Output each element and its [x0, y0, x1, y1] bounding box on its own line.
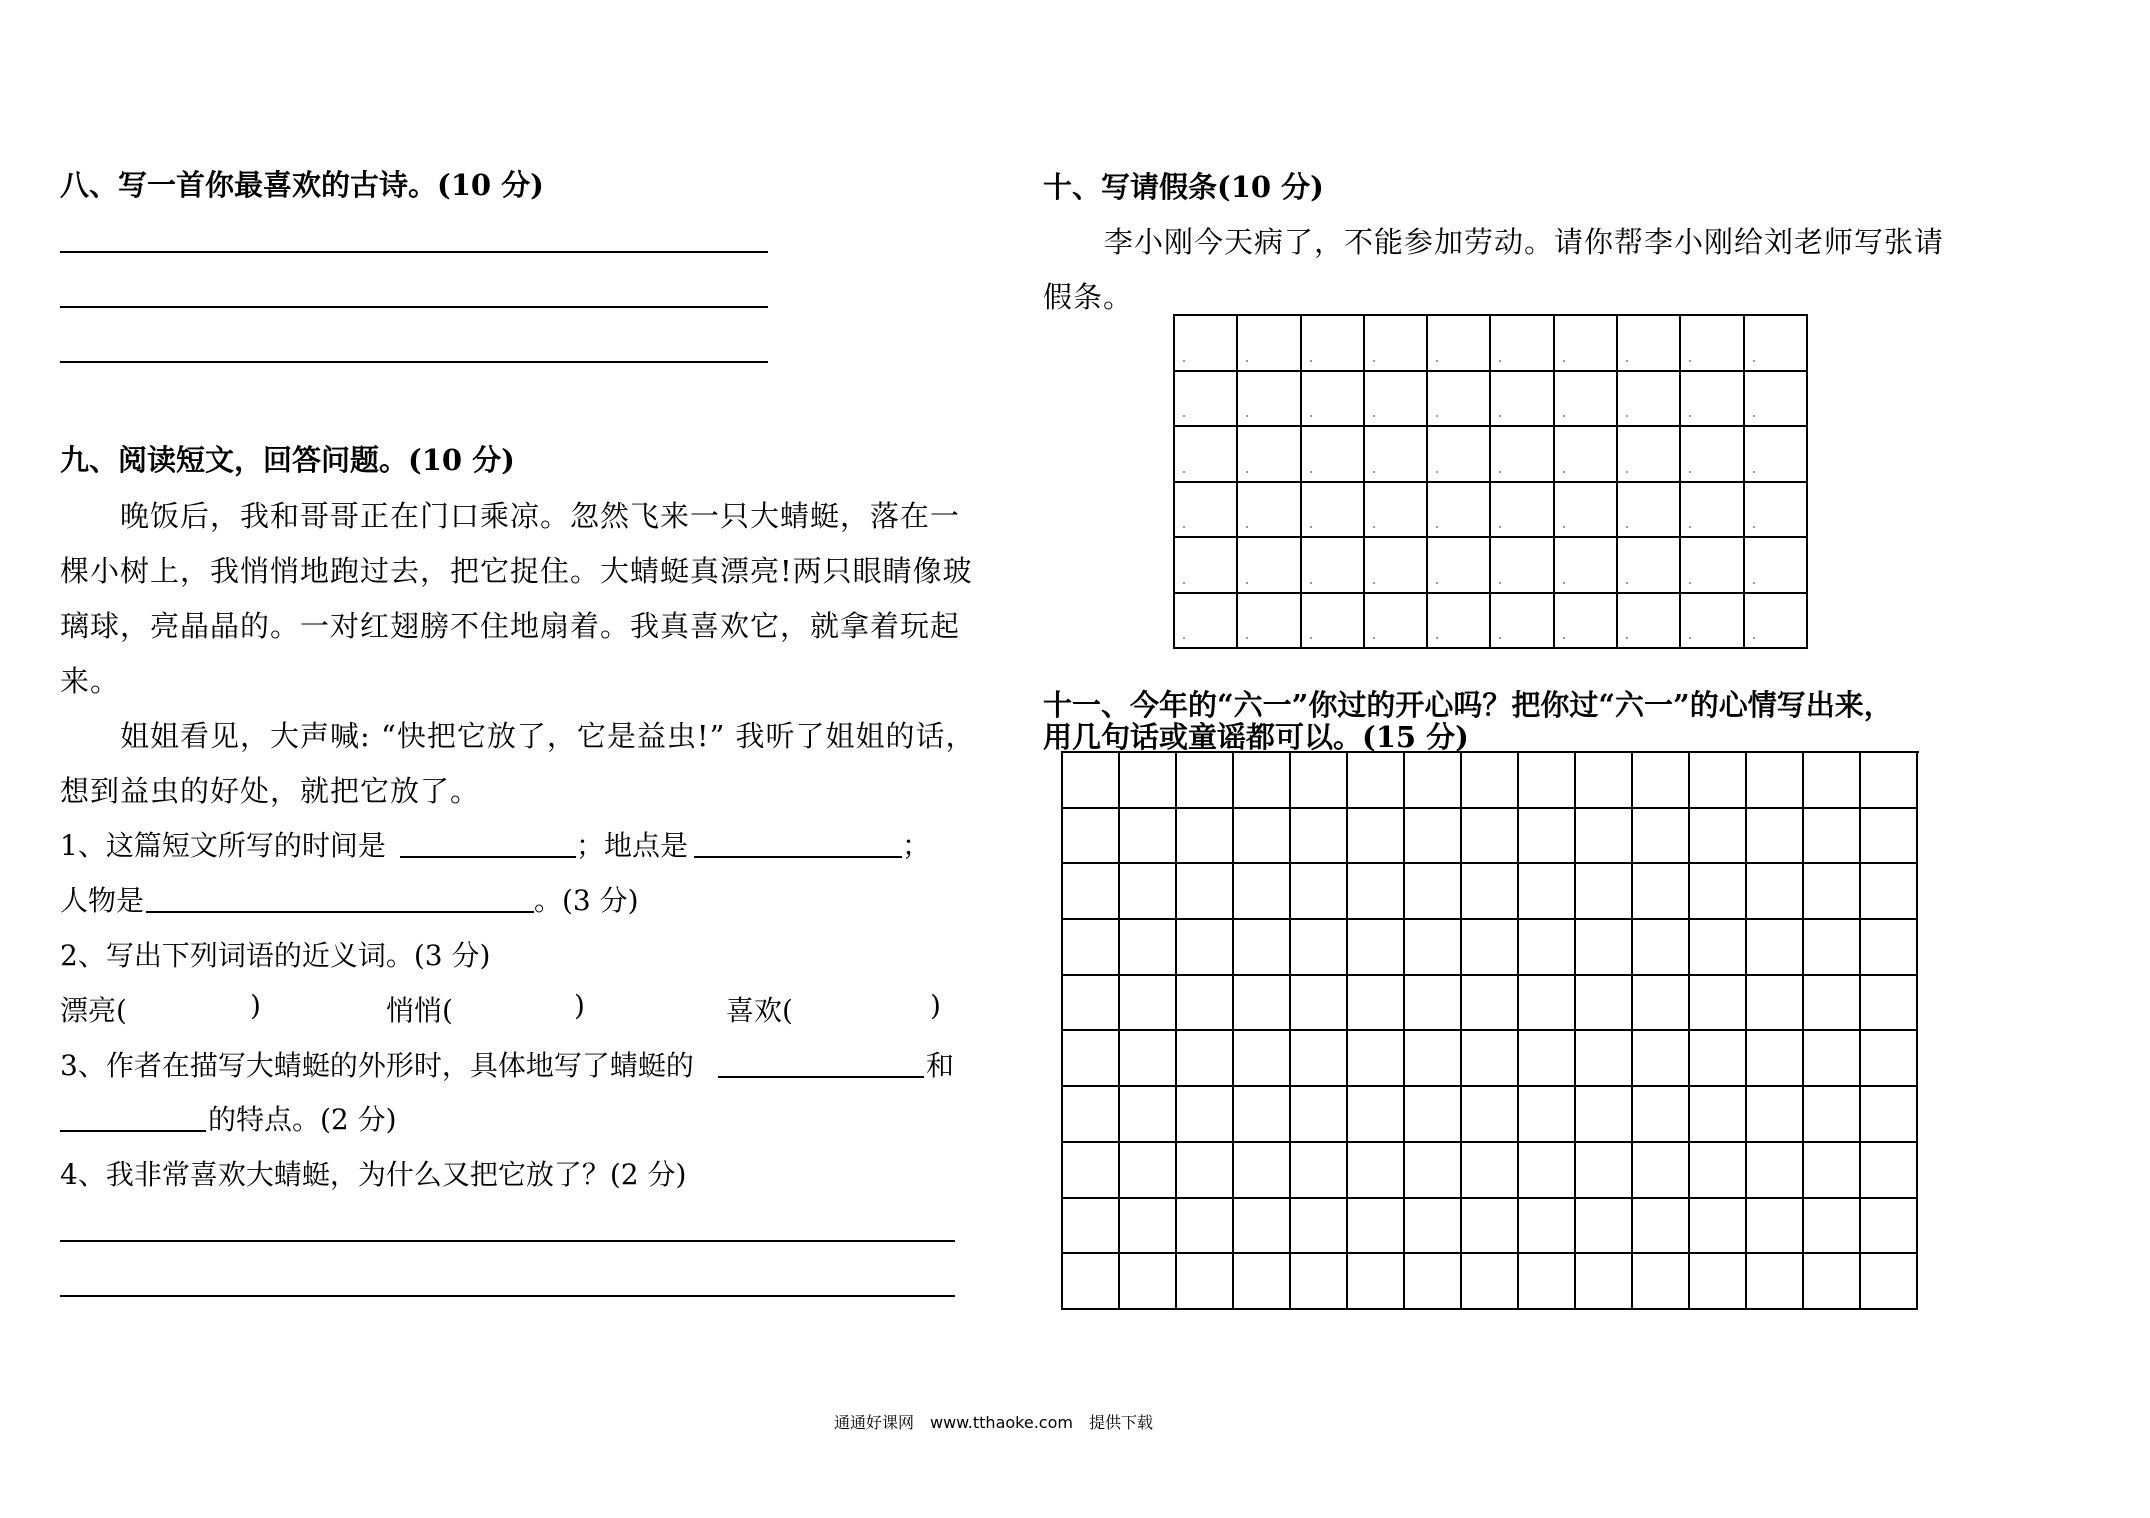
- grid-cell[interactable]: [1747, 920, 1804, 976]
- grid-cell[interactable]: [1348, 920, 1405, 976]
- grid-cell[interactable]: [1462, 1254, 1519, 1310]
- grid-cell[interactable]: [1690, 753, 1747, 809]
- poem-line-1[interactable]: [60, 251, 768, 253]
- grid-cell[interactable]: [1491, 538, 1554, 594]
- grid-cell[interactable]: [1234, 1143, 1291, 1199]
- q2-word-1: 漂亮(: [60, 994, 127, 1027]
- grid-cell[interactable]: [1555, 316, 1618, 372]
- grid-cell[interactable]: [1405, 864, 1462, 920]
- grid-cell[interactable]: [1804, 1254, 1861, 1310]
- grid-cell[interactable]: [1348, 864, 1405, 920]
- grid-cell[interactable]: [1747, 809, 1804, 865]
- grid-cell[interactable]: [1175, 372, 1238, 428]
- grid-row: [1063, 920, 1919, 976]
- leave-note-grid[interactable]: [1173, 314, 1808, 649]
- grid-cell[interactable]: [1576, 1143, 1633, 1199]
- grid-cell[interactable]: [1177, 1254, 1234, 1310]
- section-11-title-line-2: 用几句话或童谣都可以。(15 分): [1043, 720, 1469, 754]
- grid-cell[interactable]: [1177, 864, 1234, 920]
- grid-cell[interactable]: [1618, 427, 1681, 483]
- grid-cell[interactable]: [1120, 1031, 1177, 1087]
- grid-cell[interactable]: [1348, 809, 1405, 865]
- grid-row: [1063, 976, 1919, 1032]
- grid-cell[interactable]: [1745, 427, 1808, 483]
- grid-cell[interactable]: [1405, 976, 1462, 1032]
- grid-cell[interactable]: [1555, 427, 1618, 483]
- q2-word-2: 悄悄(: [386, 994, 453, 1027]
- section-10-prompt-line-2: 假条。: [1043, 280, 1134, 314]
- grid-cell[interactable]: [1681, 372, 1744, 428]
- grid-cell[interactable]: [1747, 753, 1804, 809]
- grid-cell[interactable]: [1576, 976, 1633, 1032]
- grid-cell[interactable]: [1519, 1199, 1576, 1255]
- grid-cell[interactable]: [1120, 1143, 1177, 1199]
- grid-cell[interactable]: [1618, 316, 1681, 372]
- grid-row: [1175, 316, 1808, 372]
- grid-cell[interactable]: [1804, 1087, 1861, 1143]
- grid-cell[interactable]: [1302, 372, 1365, 428]
- grid-cell[interactable]: [1861, 1087, 1918, 1143]
- grid-cell[interactable]: [1690, 809, 1747, 865]
- grid-cell[interactable]: [1302, 538, 1365, 594]
- grid-cell[interactable]: [1804, 976, 1861, 1032]
- q1-prefix: 1、这篇短文所写的时间是: [60, 829, 386, 862]
- grid-cell[interactable]: [1234, 1199, 1291, 1255]
- grid-cell[interactable]: [1405, 920, 1462, 976]
- q3-blank-2[interactable]: [60, 1130, 206, 1132]
- grid-cell[interactable]: [1690, 1143, 1747, 1199]
- grid-cell[interactable]: [1633, 753, 1690, 809]
- grid-cell[interactable]: [1428, 316, 1491, 372]
- grid-cell[interactable]: [1747, 1087, 1804, 1143]
- grid-cell[interactable]: [1428, 483, 1491, 539]
- grid-cell[interactable]: [1747, 1143, 1804, 1199]
- grid-cell[interactable]: [1861, 1199, 1918, 1255]
- grid-cell[interactable]: [1491, 372, 1554, 428]
- grid-cell[interactable]: [1291, 920, 1348, 976]
- grid-cell[interactable]: [1365, 594, 1428, 650]
- grid-cell[interactable]: [1120, 864, 1177, 920]
- grid-cell[interactable]: [1120, 1199, 1177, 1255]
- q4-text: 4、我非常喜欢大蜻蜓，为什么又把它放了？(2 分): [60, 1158, 687, 1191]
- grid-cell[interactable]: [1063, 1199, 1120, 1255]
- q1-score: 。(3 分): [534, 884, 639, 917]
- grid-cell[interactable]: [1576, 1087, 1633, 1143]
- grid-cell[interactable]: [1428, 538, 1491, 594]
- grid-cell[interactable]: [1861, 1031, 1918, 1087]
- grid-cell[interactable]: [1348, 1199, 1405, 1255]
- q2-close-2[interactable]: ): [574, 989, 585, 1022]
- grid-cell[interactable]: [1519, 1143, 1576, 1199]
- grid-cell[interactable]: [1633, 1254, 1690, 1310]
- section-9-title: 九、阅读短文，回答问题。(10 分): [60, 443, 515, 477]
- grid-cell[interactable]: [1238, 538, 1301, 594]
- grid-cell[interactable]: [1690, 1087, 1747, 1143]
- grid-row: [1063, 1199, 1919, 1255]
- grid-cell[interactable]: [1861, 1254, 1918, 1310]
- grid-cell[interactable]: [1745, 483, 1808, 539]
- grid-cell[interactable]: [1291, 1254, 1348, 1310]
- grid-cell[interactable]: [1234, 1087, 1291, 1143]
- grid-row: [1063, 1031, 1919, 1087]
- grid-cell[interactable]: [1519, 1254, 1576, 1310]
- q2-text: 2、写出下列词语的近义词。(3 分): [60, 939, 491, 972]
- q3-blank-1[interactable]: [718, 1076, 924, 1078]
- grid-cell[interactable]: [1491, 594, 1554, 650]
- grid-cell[interactable]: [1462, 1031, 1519, 1087]
- grid-cell[interactable]: [1618, 538, 1681, 594]
- q3-prefix: 3、作者在描写大蜻蜓的外形时，具体地写了蜻蜓的: [60, 1049, 694, 1082]
- grid-cell[interactable]: [1405, 809, 1462, 865]
- grid-cell[interactable]: [1365, 316, 1428, 372]
- grid-cell[interactable]: [1428, 372, 1491, 428]
- grid-cell[interactable]: [1690, 1254, 1747, 1310]
- grid-cell[interactable]: [1690, 976, 1747, 1032]
- grid-cell[interactable]: [1234, 753, 1291, 809]
- grid-cell[interactable]: [1405, 1087, 1462, 1143]
- grid-cell[interactable]: [1618, 372, 1681, 428]
- grid-cell[interactable]: [1747, 976, 1804, 1032]
- grid-cell[interactable]: [1747, 1254, 1804, 1310]
- grid-cell[interactable]: [1633, 809, 1690, 865]
- grid-row: [1063, 1143, 1919, 1199]
- grid-cell[interactable]: [1519, 920, 1576, 976]
- passage-line-6: 想到益虫的好处，就把它放了。: [60, 774, 481, 808]
- grid-cell[interactable]: [1804, 864, 1861, 920]
- q2-close-1[interactable]: ): [250, 989, 261, 1022]
- q3-and: 和: [926, 1049, 955, 1082]
- grid-cell[interactable]: [1681, 538, 1744, 594]
- grid-cell[interactable]: [1365, 372, 1428, 428]
- section-10-title: 十、写请假条(10 分): [1043, 170, 1324, 204]
- grid-cell[interactable]: [1745, 594, 1808, 650]
- grid-cell[interactable]: [1462, 1087, 1519, 1143]
- grid-cell[interactable]: [1681, 594, 1744, 650]
- grid-cell[interactable]: [1234, 864, 1291, 920]
- grid-cell[interactable]: [1747, 1199, 1804, 1255]
- grid-cell[interactable]: [1747, 864, 1804, 920]
- q1-place-label: ；地点是: [576, 829, 689, 862]
- footer-source: 通通好课网 www.tthaoke.com 提供下载: [834, 1413, 1153, 1432]
- grid-cell[interactable]: [1291, 976, 1348, 1032]
- grid-cell[interactable]: [1291, 1199, 1348, 1255]
- grid-cell[interactable]: [1291, 864, 1348, 920]
- grid-cell[interactable]: [1555, 594, 1618, 650]
- grid-cell[interactable]: [1618, 594, 1681, 650]
- grid-cell[interactable]: [1633, 1143, 1690, 1199]
- passage-line-4: 来。: [60, 664, 121, 698]
- grid-cell[interactable]: [1462, 976, 1519, 1032]
- grid-cell[interactable]: [1519, 809, 1576, 865]
- grid-cell[interactable]: [1175, 483, 1238, 539]
- grid-cell[interactable]: [1491, 316, 1554, 372]
- grid-cell[interactable]: [1063, 976, 1120, 1032]
- passage-line-5: 姐姐看见，大声喊: “快把它放了，它是益虫!” 我听了姐姐的话，: [120, 719, 976, 753]
- grid-cell[interactable]: [1861, 976, 1918, 1032]
- grid-cell[interactable]: [1462, 1199, 1519, 1255]
- grid-cell[interactable]: [1555, 372, 1618, 428]
- grid-cell[interactable]: [1177, 1143, 1234, 1199]
- grid-cell[interactable]: [1405, 1254, 1462, 1310]
- grid-cell[interactable]: [1681, 427, 1744, 483]
- grid-cell[interactable]: [1063, 753, 1120, 809]
- grid-cell[interactable]: [1861, 920, 1918, 976]
- q1-time-blank[interactable]: [400, 856, 576, 858]
- grid-cell[interactable]: [1690, 864, 1747, 920]
- grid-cell[interactable]: [1690, 1031, 1747, 1087]
- grid-cell[interactable]: [1365, 538, 1428, 594]
- grid-cell[interactable]: [1348, 1031, 1405, 1087]
- grid-cell[interactable]: [1690, 1199, 1747, 1255]
- grid-cell[interactable]: [1576, 1199, 1633, 1255]
- grid-cell[interactable]: [1120, 1254, 1177, 1310]
- q1-place-blank[interactable]: [694, 856, 902, 858]
- grid-cell[interactable]: [1291, 1031, 1348, 1087]
- grid-cell[interactable]: [1633, 1199, 1690, 1255]
- grid-cell[interactable]: [1519, 753, 1576, 809]
- grid-cell[interactable]: [1428, 427, 1491, 483]
- q2-word-3: 喜欢(: [726, 994, 793, 1027]
- grid-row: [1175, 538, 1808, 594]
- grid-cell[interactable]: [1175, 538, 1238, 594]
- grid-cell[interactable]: [1633, 976, 1690, 1032]
- section-10-prompt-line-1: 李小刚今天病了，不能参加劳动。请你帮李小刚给刘老师写张请: [1104, 225, 1945, 259]
- poem-line-3[interactable]: [60, 361, 768, 363]
- grid-row: [1063, 753, 1919, 809]
- grid-row: [1175, 372, 1808, 428]
- grid-cell[interactable]: [1177, 1087, 1234, 1143]
- q4-answer-line-1[interactable]: [60, 1240, 955, 1242]
- grid-cell[interactable]: [1745, 316, 1808, 372]
- grid-cell[interactable]: [1348, 753, 1405, 809]
- grid-cell[interactable]: [1804, 809, 1861, 865]
- grid-cell[interactable]: [1177, 1199, 1234, 1255]
- grid-cell[interactable]: [1238, 316, 1301, 372]
- grid-cell[interactable]: [1348, 976, 1405, 1032]
- grid-cell[interactable]: [1861, 864, 1918, 920]
- q4-answer-line-2[interactable]: [60, 1295, 955, 1297]
- grid-cell[interactable]: [1175, 316, 1238, 372]
- grid-cell[interactable]: [1462, 864, 1519, 920]
- grid-cell[interactable]: [1745, 372, 1808, 428]
- grid-cell[interactable]: [1519, 976, 1576, 1032]
- grid-cell[interactable]: [1063, 864, 1120, 920]
- grid-cell[interactable]: [1234, 809, 1291, 865]
- grid-cell[interactable]: [1576, 864, 1633, 920]
- poem-line-2[interactable]: [60, 306, 768, 308]
- grid-cell[interactable]: [1177, 753, 1234, 809]
- grid-cell[interactable]: [1804, 920, 1861, 976]
- q1-people-blank[interactable]: [146, 911, 534, 913]
- grid-cell[interactable]: [1633, 1031, 1690, 1087]
- grid-cell[interactable]: [1491, 483, 1554, 539]
- grid-cell[interactable]: [1291, 1143, 1348, 1199]
- grid-cell[interactable]: [1745, 538, 1808, 594]
- grid-cell[interactable]: [1428, 594, 1491, 650]
- grid-cell[interactable]: [1063, 1031, 1120, 1087]
- grid-cell[interactable]: [1861, 753, 1918, 809]
- q1-people-label: 人物是: [60, 884, 145, 917]
- grid-cell[interactable]: [1063, 809, 1120, 865]
- grid-cell[interactable]: [1555, 538, 1618, 594]
- grid-cell[interactable]: [1804, 1199, 1861, 1255]
- grid-cell[interactable]: [1302, 483, 1365, 539]
- grid-cell[interactable]: [1405, 1199, 1462, 1255]
- grid-cell[interactable]: [1462, 753, 1519, 809]
- grid-cell[interactable]: [1291, 753, 1348, 809]
- grid-cell[interactable]: [1576, 1254, 1633, 1310]
- grid-cell[interactable]: [1120, 809, 1177, 865]
- grid-cell[interactable]: [1348, 1143, 1405, 1199]
- passage-line-2: 棵小树上，我悄悄地跑过去，把它捉住。大蜻蜓真漂亮!两只眼睛像玻: [60, 554, 973, 588]
- grid-cell[interactable]: [1120, 753, 1177, 809]
- grid-cell[interactable]: [1462, 1143, 1519, 1199]
- grid-cell[interactable]: [1234, 1031, 1291, 1087]
- grid-cell[interactable]: [1804, 753, 1861, 809]
- grid-cell[interactable]: [1861, 1143, 1918, 1199]
- grid-row: [1175, 483, 1808, 539]
- section-11-title-line-1: 十一、今年的“六一”你过的开心吗？把你过“六一”的心情写出来，: [1043, 688, 1893, 722]
- grid-cell[interactable]: [1234, 976, 1291, 1032]
- grid-cell[interactable]: [1804, 1143, 1861, 1199]
- grid-cell[interactable]: [1302, 316, 1365, 372]
- grid-row: [1063, 864, 1919, 920]
- grid-cell[interactable]: [1291, 1087, 1348, 1143]
- grid-cell[interactable]: [1348, 1087, 1405, 1143]
- q1-end: ；: [902, 829, 931, 862]
- grid-cell[interactable]: [1405, 1031, 1462, 1087]
- grid-cell[interactable]: [1348, 1254, 1405, 1310]
- grid-cell[interactable]: [1690, 920, 1747, 976]
- q2-close-3[interactable]: ): [930, 989, 941, 1022]
- grid-cell[interactable]: [1175, 594, 1238, 650]
- grid-cell[interactable]: [1681, 483, 1744, 539]
- grid-cell[interactable]: [1120, 1087, 1177, 1143]
- grid-cell[interactable]: [1177, 809, 1234, 865]
- grid-cell[interactable]: [1238, 427, 1301, 483]
- grid-cell[interactable]: [1462, 809, 1519, 865]
- grid-cell[interactable]: [1120, 920, 1177, 976]
- grid-cell[interactable]: [1365, 483, 1428, 539]
- grid-row: [1175, 427, 1808, 483]
- grid-cell[interactable]: [1291, 809, 1348, 865]
- grid-cell[interactable]: [1576, 753, 1633, 809]
- grid-cell[interactable]: [1238, 483, 1301, 539]
- grid-cell[interactable]: [1063, 1143, 1120, 1199]
- grid-cell[interactable]: [1462, 920, 1519, 976]
- grid-cell[interactable]: [1177, 1031, 1234, 1087]
- grid-cell[interactable]: [1120, 976, 1177, 1032]
- grid-row: [1063, 1087, 1919, 1143]
- section-8-title: 八、写一首你最喜欢的古诗。(10 分): [60, 168, 544, 202]
- grid-cell[interactable]: [1747, 1031, 1804, 1087]
- grid-cell[interactable]: [1302, 594, 1365, 650]
- grid-row: [1063, 1254, 1919, 1310]
- grid-cell[interactable]: [1177, 920, 1234, 976]
- grid-cell[interactable]: [1063, 1087, 1120, 1143]
- q3-suffix: 的特点。(2 分): [208, 1103, 397, 1136]
- grid-cell[interactable]: [1063, 1254, 1120, 1310]
- grid-cell[interactable]: [1861, 809, 1918, 865]
- grid-cell[interactable]: [1519, 864, 1576, 920]
- grid-cell[interactable]: [1302, 427, 1365, 483]
- grid-cell[interactable]: [1238, 372, 1301, 428]
- grid-cell[interactable]: [1804, 1031, 1861, 1087]
- grid-cell[interactable]: [1633, 920, 1690, 976]
- grid-cell[interactable]: [1365, 427, 1428, 483]
- grid-cell[interactable]: [1238, 594, 1301, 650]
- grid-cell[interactable]: [1234, 1254, 1291, 1310]
- grid-cell[interactable]: [1175, 427, 1238, 483]
- grid-cell[interactable]: [1063, 920, 1120, 976]
- essay-grid[interactable]: [1061, 751, 1919, 1310]
- grid-cell[interactable]: [1555, 483, 1618, 539]
- grid-cell[interactable]: [1177, 976, 1234, 1032]
- grid-cell[interactable]: [1576, 1031, 1633, 1087]
- grid-cell[interactable]: [1405, 753, 1462, 809]
- grid-cell[interactable]: [1519, 1031, 1576, 1087]
- grid-cell[interactable]: [1519, 1087, 1576, 1143]
- grid-cell[interactable]: [1234, 920, 1291, 976]
- grid-row: [1063, 809, 1919, 865]
- grid-row: [1175, 594, 1808, 650]
- passage-line-3: 璃球，亮晶晶的。一对红翅膀不住地扇着。我真喜欢它，就拿着玩起: [60, 609, 961, 643]
- grid-cell[interactable]: [1633, 1087, 1690, 1143]
- grid-cell[interactable]: [1618, 483, 1681, 539]
- grid-cell[interactable]: [1491, 427, 1554, 483]
- grid-cell[interactable]: [1405, 1143, 1462, 1199]
- grid-cell[interactable]: [1576, 920, 1633, 976]
- passage-line-1: 晚饭后，我和哥哥正在门口乘凉。忽然飞来一只大蜻蜓，落在一: [120, 499, 961, 533]
- grid-cell[interactable]: [1681, 316, 1744, 372]
- grid-cell[interactable]: [1633, 864, 1690, 920]
- grid-cell[interactable]: [1576, 809, 1633, 865]
